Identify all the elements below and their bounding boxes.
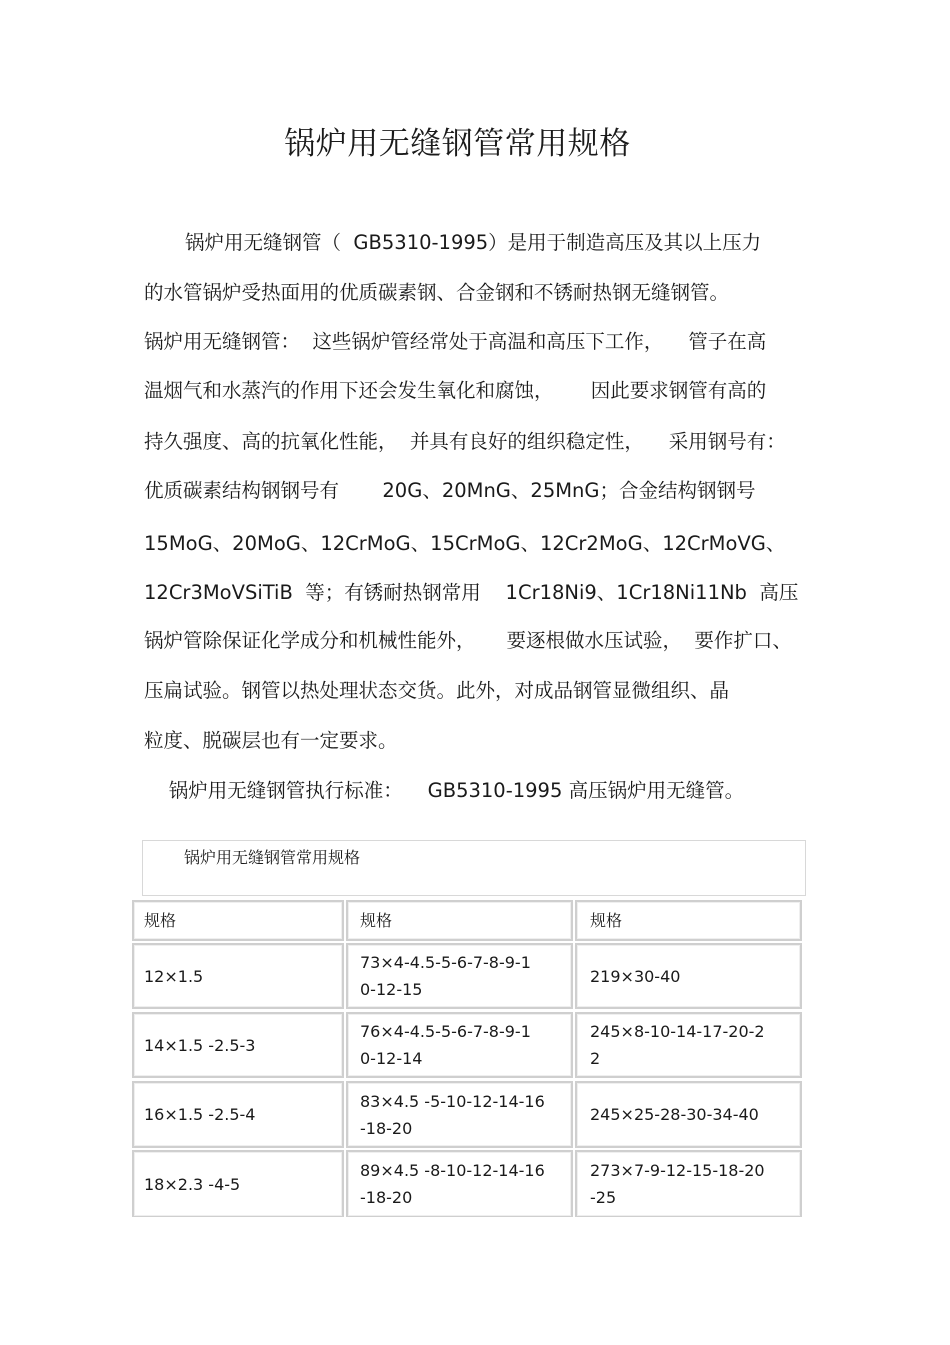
paragraph-line: 15MoG、20MoG、12CrMoG、15CrMoG、12Cr2MoG、12CrMoVG、 xyxy=(144,532,786,555)
table-cell: 219×30-40 xyxy=(575,943,802,1009)
paragraph-line: 粒度、脱碳层也有一定要求。 xyxy=(144,729,398,752)
paragraph-line: 压扁试验。钢管以热处理状态交货。此外，对成品钢管显微组织、晶 xyxy=(144,679,730,702)
table-cell: 73×4-4.5-5-6-7-8-9-1 0-12-15 xyxy=(346,943,573,1009)
paragraph-line: 锅炉管除保证化学成分和机械性能外， 要逐根做水压试验， 要作扩口、 xyxy=(144,629,792,652)
table-cell: 245×8-10-14-17-20-2 2 xyxy=(575,1012,802,1078)
table-cell: 245×25-28-30-34-40 xyxy=(575,1081,802,1148)
standard-line: 锅炉用无缝钢管执行标准： GB5310-1995 高压锅炉用无缝管。 xyxy=(144,779,745,802)
table-header-cell: 规格 xyxy=(132,900,344,941)
paragraph-line: 12Cr3MoVSiTiB 等；有锈耐热钢常用 1Cr18Ni9、1Cr18Ni11Nb 高压 xyxy=(144,581,799,604)
table-cell: 89×4.5 -8-10-12-14-16 -18-20 xyxy=(346,1150,573,1217)
paragraph-line: 优质碳素结构钢钢号有 20G、20MnG、25MnG；合金结构钢钢号 xyxy=(144,479,756,502)
page-title: 锅炉用无缝钢管常用规格 xyxy=(284,126,631,162)
table-cell: 12×1.5 xyxy=(132,943,344,1009)
paragraph-line: 持久强度、高的抗氧化性能， 并具有良好的组织稳定性， 采用钢号有： xyxy=(144,430,786,453)
table-header-cell: 规格 xyxy=(575,900,802,941)
paragraph-line: 锅炉用无缝钢管（ GB5310-1995）是用于制造高压及其以上压力 xyxy=(185,231,762,254)
table-cell: 273×7-9-12-15-18-20 -25 xyxy=(575,1150,802,1217)
paragraph-line: 温烟气和水蒸汽的作用下还会发生氧化和腐蚀， 因此要求钢管有高的 xyxy=(144,379,767,402)
table-cell: 18×2.3 -4-5 xyxy=(132,1150,344,1217)
table-header-cell: 规格 xyxy=(346,900,573,941)
table-caption: 锅炉用无缝钢管常用规格 xyxy=(184,848,361,867)
table-cell: 16×1.5 -2.5-4 xyxy=(132,1081,344,1148)
table-cell: 14×1.5 -2.5-3 xyxy=(132,1012,344,1078)
table-cell: 83×4.5 -5-10-12-14-16 -18-20 xyxy=(346,1081,573,1148)
paragraph-line: 锅炉用无缝钢管： 这些锅炉管经常处于高温和高压下工作， 管子在高 xyxy=(144,330,767,353)
table-cell: 76×4-4.5-5-6-7-8-9-1 0-12-14 xyxy=(346,1012,573,1078)
paragraph-line: 的水管锅炉受热面用的优质碳素钢、合金钢和不锈耐热钢无缝钢管。 xyxy=(144,281,730,304)
table-caption-box xyxy=(142,840,806,896)
